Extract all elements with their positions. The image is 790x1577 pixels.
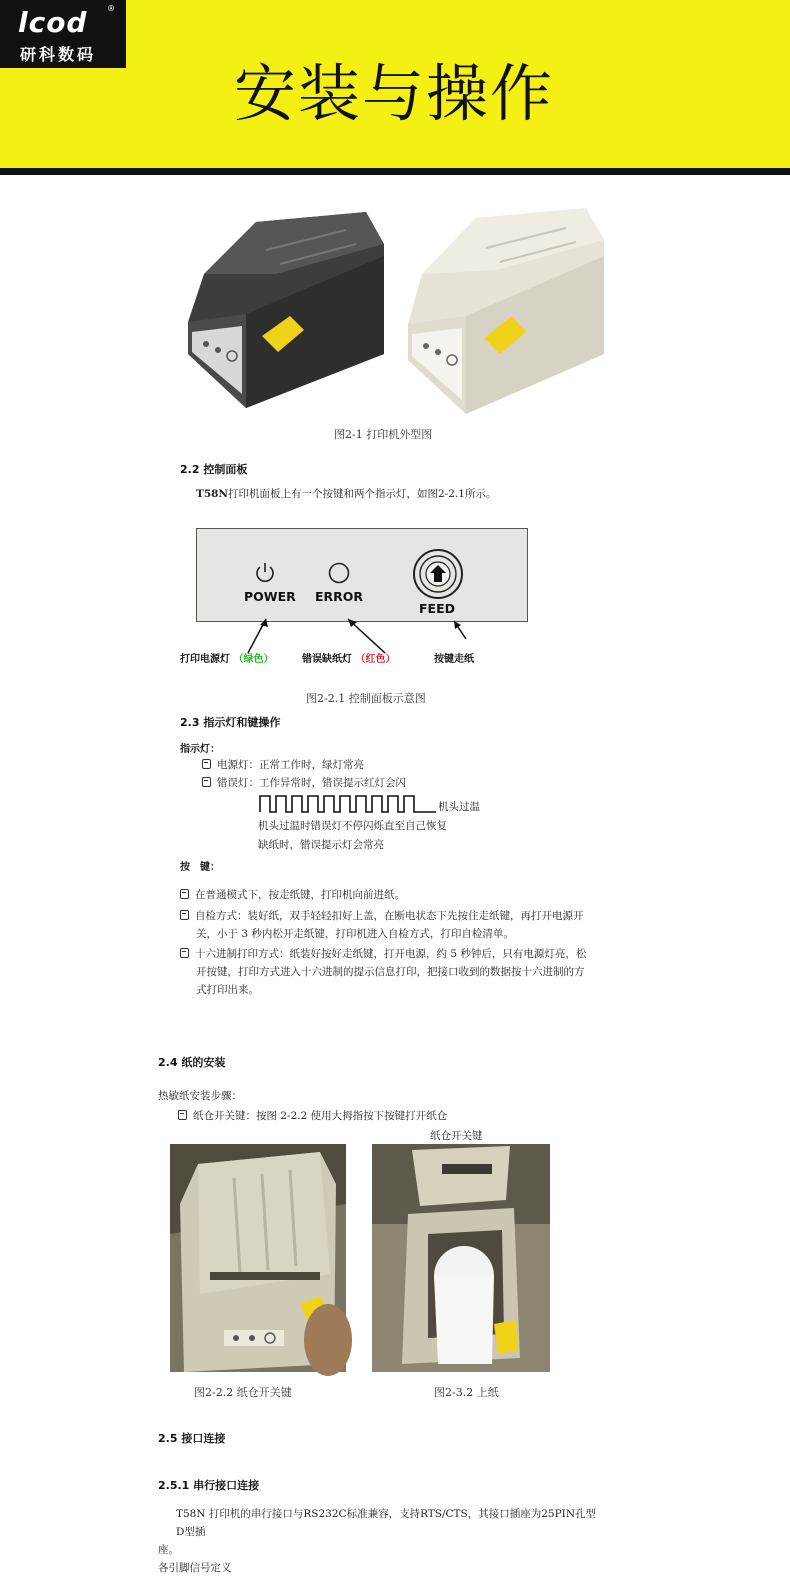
power-led-color: （绿色）	[233, 654, 274, 665]
printer-illustration	[186, 204, 606, 418]
banner-divider	[0, 168, 790, 175]
list-item: 在普通模式下，按走纸键，打印机向前进纸。	[180, 886, 600, 904]
model-name: T58N	[196, 488, 229, 500]
list-item-continuation: 关，小于 3 秒内松开走纸键，打印机进入自检方式，打印自检清单。	[196, 928, 514, 940]
bullet-icon	[202, 777, 211, 787]
page-title: 安装与操作	[234, 57, 555, 130]
figure-2-2-2-caption: 图2-2.2 纸仓开关键	[194, 1386, 292, 1399]
section-2-3-heading: 2.3 指示灯和键操作	[180, 716, 281, 729]
error-led-text: 错误缺纸灯	[302, 654, 352, 665]
error-led-icon	[327, 561, 351, 585]
indicator-list	[202, 756, 406, 792]
brand-logo	[0, 0, 126, 68]
figure-2-2-1-caption: 图2-2.1 控制面板示意图	[306, 692, 426, 705]
error-label: ERROR	[315, 589, 364, 604]
serial-interface-text	[158, 1505, 598, 1577]
photo-load-paper-illustration	[372, 1144, 550, 1372]
logo-subtitle: 研科数码	[20, 45, 97, 64]
figure-2-1-caption: 图2-1 打印机外型图	[334, 428, 433, 441]
bullet-icon	[180, 889, 189, 899]
bullet-icon	[180, 948, 189, 958]
dark-printer	[188, 212, 384, 408]
list-item: 电源灯：正常工作时，绿灯常亮	[202, 756, 406, 774]
power-label: POWER	[244, 589, 296, 604]
logo-wordmark: lcod	[18, 6, 88, 39]
registered-mark: ®	[107, 4, 115, 13]
intro-text: 打印机面板上有一个按键和两个指示灯，如图2-2.1所示。	[228, 488, 497, 500]
photo-label: 纸仓开关键	[430, 1130, 483, 1142]
photo-open-lid	[170, 1144, 346, 1372]
paragraph-line: 座。	[158, 1544, 179, 1556]
error-led-color: （红色）	[355, 654, 396, 665]
list-item-continuation: 式打印出来。	[196, 984, 259, 996]
header-banner	[0, 0, 790, 172]
section-2-2-intro	[196, 485, 496, 503]
blink-waveform-icon	[258, 794, 438, 814]
list-item: 十六进制打印方式：纸装好按好走纸键，打开电源，约 5 秒钟后，只有电源灯亮，松	[180, 945, 600, 963]
step-1: 纸仓开关键：按图 2-2.2 使用大拇指按下按键打开纸仓	[178, 1107, 447, 1125]
feed-button-icon	[409, 547, 467, 601]
power-led-text: 打印电源灯	[180, 654, 230, 665]
error-led-annotation	[302, 650, 395, 665]
feed-key-annotation: 按键走纸	[434, 654, 474, 665]
section-2-5-heading: 2.5 接口连接	[158, 1432, 226, 1445]
overheat-note: 机头过温时错误灯不停闪烁直至自己恢复	[258, 820, 447, 832]
power-icon	[253, 561, 277, 585]
power-led-annotation	[180, 650, 273, 665]
photo-open-lid-illustration	[170, 1144, 346, 1372]
paragraph-line: T58N 打印机的串行接口与RS232C标准兼容，支持RTS/CTS，其接口插座为25PIN孔型D型插	[176, 1508, 597, 1538]
bullet-icon	[178, 1110, 187, 1120]
section-2-4-heading: 2.4 纸的安装	[158, 1056, 226, 1069]
feed-label: FEED	[419, 601, 455, 616]
printer-photos	[186, 204, 606, 418]
bullet-icon	[180, 910, 189, 920]
section-2-2-heading: 2.2 控制面板	[180, 463, 248, 476]
indicator-label: 指示灯：	[180, 744, 220, 755]
control-panel-diagram	[196, 528, 528, 622]
bullet-icon	[202, 759, 211, 769]
list-item-continuation: 开按键，打印方式进入十六进制的提示信息打印，把接口收到的数据按十六进制的方	[196, 966, 585, 978]
section-2-5-1-heading: 2.5.1 串行接口连接	[158, 1479, 260, 1492]
paragraph-line: 各引脚信号定义	[158, 1562, 232, 1574]
key-list	[180, 886, 600, 999]
overheat-label: 机头过温	[438, 801, 480, 813]
paperout-note: 缺纸时，错误提示灯会常亮	[258, 839, 384, 851]
photo-load-paper	[372, 1144, 550, 1372]
figure-2-3-2-caption: 图2-3.2 上纸	[434, 1386, 499, 1399]
annotation-arrows	[180, 615, 480, 655]
steps-label: 热敏纸安装步骤：	[158, 1090, 242, 1102]
list-item: 错误灯：工作异常时，错误提示红灯会闪	[202, 774, 406, 792]
light-printer	[408, 208, 604, 414]
list-item: 自检方式：装好纸，双手轻轻扣好上盖，在断电状态下先按住走纸键，再打开电源开	[180, 907, 600, 925]
key-label: 按 键：	[180, 862, 220, 873]
